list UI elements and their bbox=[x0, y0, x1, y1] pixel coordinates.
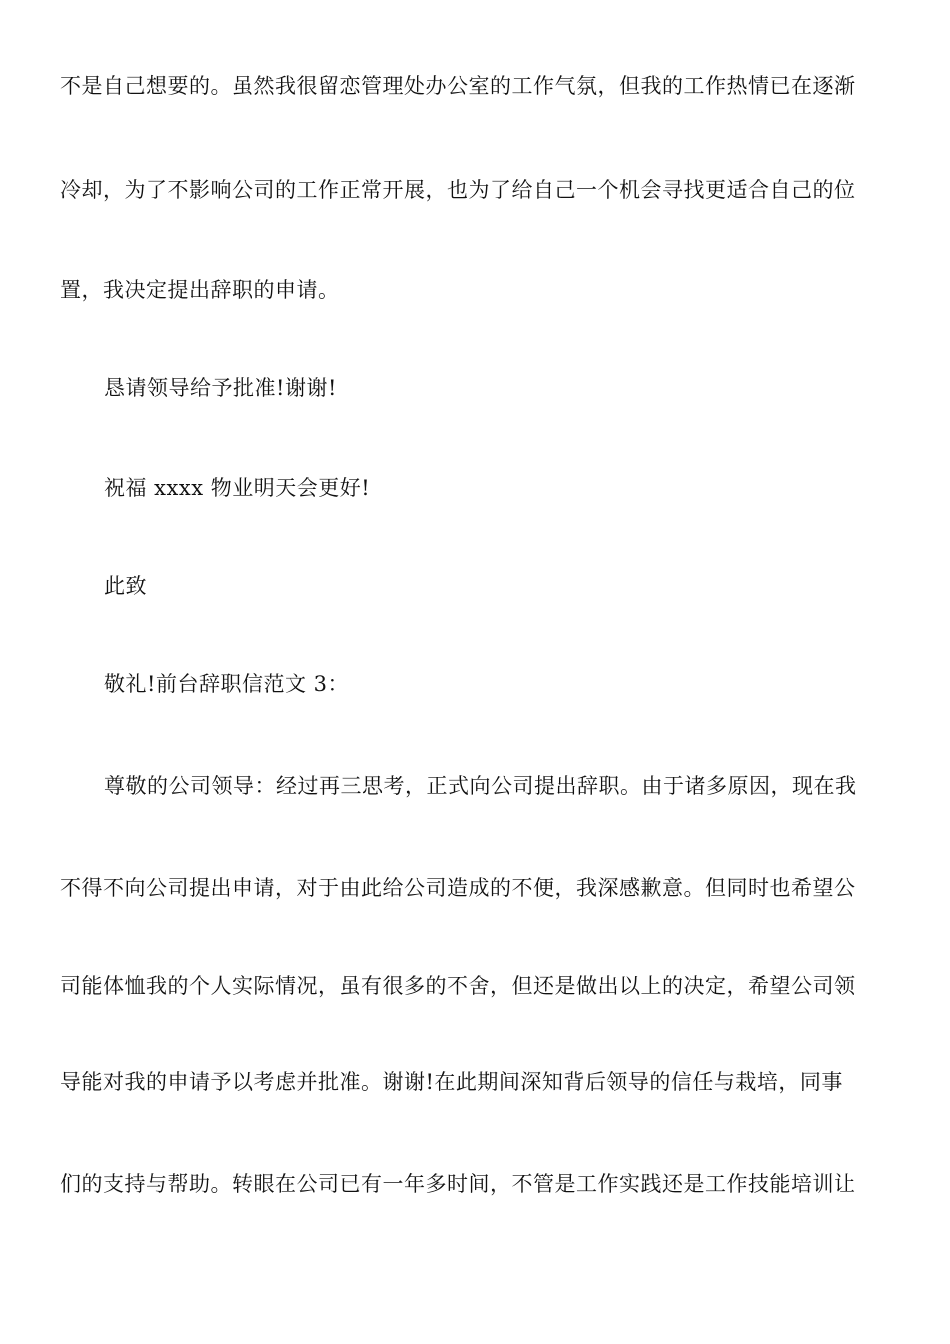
text-line: 敬礼!前台辞职信范文 3： bbox=[104, 672, 349, 696]
text-line: 不得不向公司提出申请，对于由此给公司造成的不便，我深感歉意。但同时也希望公 bbox=[60, 876, 856, 900]
text-line: 尊敬的公司领导：经过再三思考，正式向公司提出辞职。由于诸多原因，现在我 bbox=[104, 774, 857, 798]
text-line: 置，我决定提出辞职的申请。 bbox=[60, 278, 340, 302]
text-line: 不是自己想要的。虽然我很留恋管理处办公室的工作气氛，但我的工作热情已在逐渐 bbox=[60, 74, 856, 98]
text-line: 导能对我的申请予以考虑并批准。谢谢!在此期间深知背后领导的信任与栽培，同事 bbox=[60, 1070, 843, 1094]
text-line: 们的支持与帮助。转眼在公司已有一年多时间，不管是工作实践还是工作技能培训让 bbox=[60, 1172, 856, 1196]
text-line: 祝福 xxxx 物业明天会更好! bbox=[104, 476, 371, 500]
text-line: 恳请领导给予批准!谢谢! bbox=[104, 376, 337, 400]
text-line: 冷却，为了不影响公司的工作正常开展，也为了给自己一个机会寻找更适合自己的位 bbox=[60, 178, 856, 202]
text-line: 此致 bbox=[104, 574, 147, 598]
text-line: 司能体恤我的个人实际情况，虽有很多的不舍，但还是做出以上的决定，希望公司领 bbox=[60, 974, 856, 998]
